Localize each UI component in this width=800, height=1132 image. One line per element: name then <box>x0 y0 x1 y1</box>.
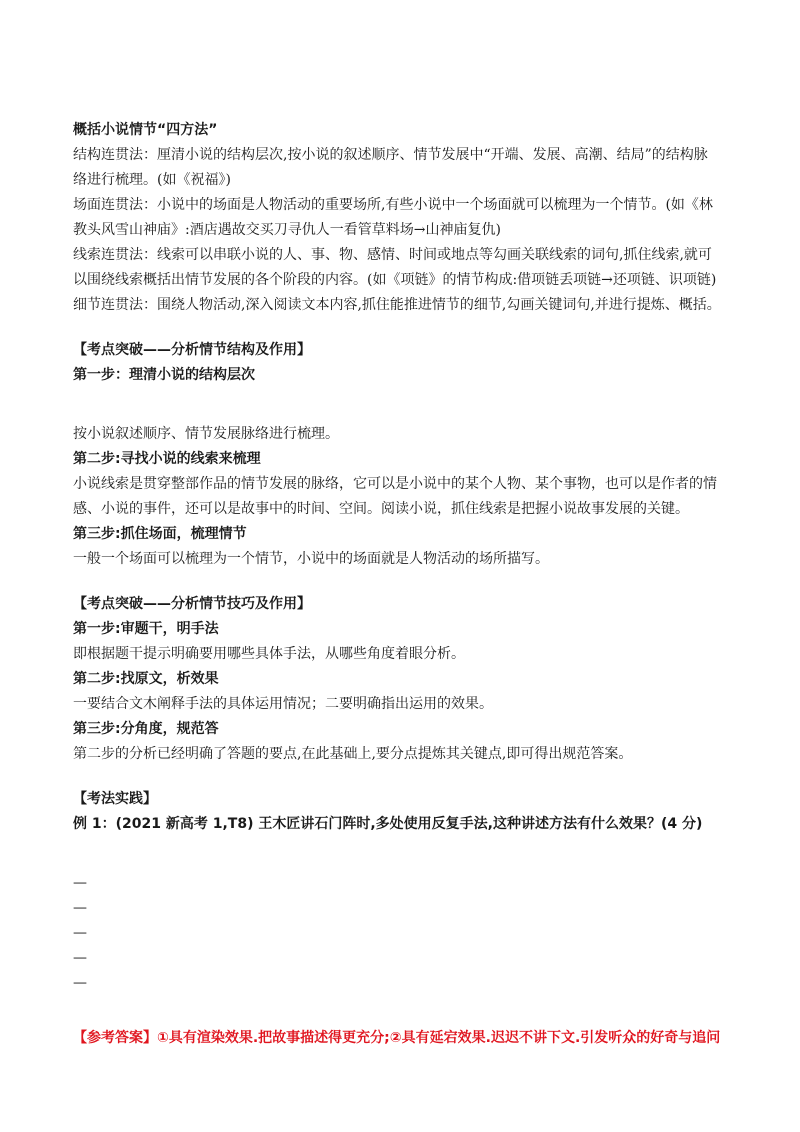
structure-heading: 【考点突破——分析情节结构及作用】 <box>73 342 311 358</box>
structure-step3-title: 第三步:抓住场面，梳理情节 <box>73 526 247 542</box>
technique-step2-title: 第二步:找原文，析效果 <box>73 671 219 687</box>
summary-scene-line1: 场面连贯法：小说中的场面是人物活动的重要场所,有些小说中一个场面就可以梳理为一个情节。(如《林 <box>73 197 713 213</box>
summary-title: 概括小说情节“四方法” <box>73 122 218 138</box>
summary-structure-line2: 络进行梳理。(如《祝福》) <box>73 172 231 188</box>
technique-step1-title: 第一步:审题干，明手法 <box>73 621 219 637</box>
document-body <box>73 118 733 996</box>
structure-step2-title: 第二步:寻找小说的线索来梳理 <box>73 451 261 467</box>
answer-blank-line: — <box>73 950 87 966</box>
practice-question: 例 1：(2021 新高考 1,T8) 王木匠讲石门阵时,多处使用反复手法,这种讲述方法有什么效果？(4 分) <box>73 816 703 832</box>
structure-step2-line1: 小说线索是贯穿整部作品的情节发展的脉络，它可以是小说中的某个人物、某个事物，也可以是作者的情 <box>73 476 717 492</box>
structure-step1-title: 第一步：理清小说的结构层次 <box>73 367 255 383</box>
answer-blank-line: — <box>73 875 87 891</box>
answer-blank-line: — <box>73 900 87 916</box>
answer-blank-line: — <box>73 925 87 941</box>
reference-answer: 【参考答案】①具有渲染效果.把故事描述得更充分;②具有延宕效果.迟迟不讲下文.引发听众的好奇与追问 <box>73 1030 721 1046</box>
structure-step2-line2: 感、小说的事件，还可以是故事中的时间、空间。阅读小说，抓住线索是把握小说故事发展的关键。 <box>73 501 689 517</box>
summary-structure-line1: 结构连贯法：厘清小说的结构层次,按小说的叙述顺序、情节发展中“开端、发展、高潮、结局”的结构脉 <box>73 147 708 163</box>
summary-detail-line1: 细节连贯法：围绕人物活动,深入阅读文本内容,抓住能推进情节的细节,勾画关键词句,并进行提炼、概括。 <box>73 297 721 313</box>
answer-blank-line: — <box>73 975 87 991</box>
technique-step2-text: 一要结合文木阐释手法的具体运用情况；二要明确指出运用的效果。 <box>73 696 493 712</box>
summary-scene-line2: 教头风雪山神庙》:酒店遇故交买刀寻仇人一看管草料场→山神庙复仇) <box>73 222 501 238</box>
technique-step1-text: 即根据题干提示明确要用哪些具体手法，从哪些角度着眼分析。 <box>73 646 465 662</box>
technique-heading: 【考点突破——分析情节技巧及作用】 <box>73 596 311 612</box>
practice-heading: 【考法实践】 <box>73 791 157 807</box>
structure-step1-text: 按小说叙述顺序、情节发展脉络进行梳理。 <box>73 426 339 442</box>
technique-step3-text: 第二步的分析已经明确了答题的要点,在此基础上,要分点提炼其关键点,即可得出规范答案。 <box>73 746 633 762</box>
summary-clue-line1: 线索连贯法：线索可以串联小说的人、事、物、感情、时间或地点等勾画关联线索的词句,抓住线索,就可 <box>73 247 712 263</box>
summary-clue-line2: 以围绕线索概括出情节发展的各个阶段的内容。(如《项链》的情节构成:借项链丢项链→还项链、识项链) <box>73 272 717 288</box>
technique-step3-title: 第三步:分角度，规范答 <box>73 721 219 737</box>
structure-step3-text: 一般一个场面可以梳理为一个情节，小说中的场面就是人物活动的场所描写。 <box>73 551 549 567</box>
